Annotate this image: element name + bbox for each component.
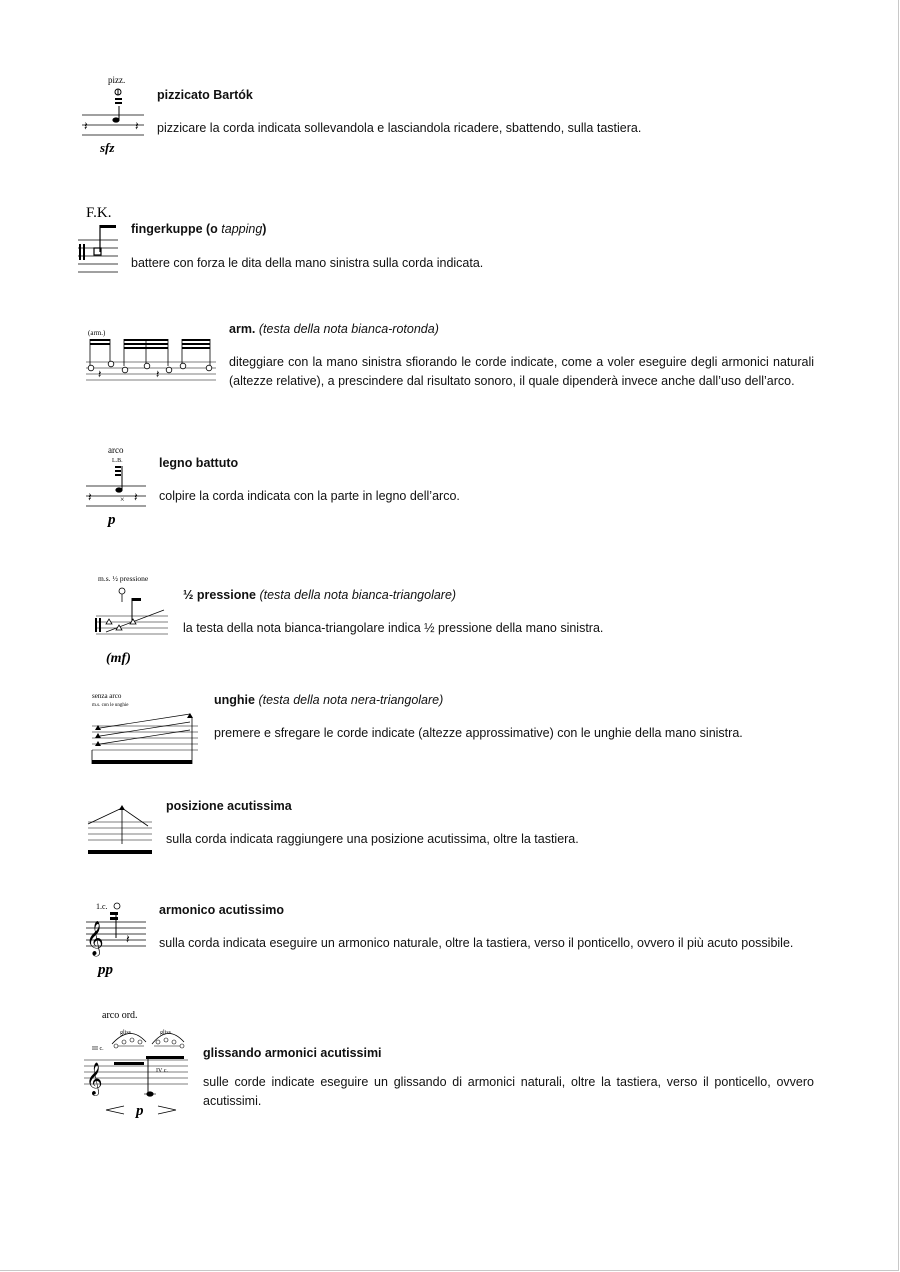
entry-title: pizzicato Bartók — [157, 88, 253, 102]
notation-unghie — [90, 690, 206, 770]
entry-title: legno battuto — [159, 456, 239, 470]
svg-text:𝄽: 𝄽 — [134, 490, 138, 504]
entry-description: battere con forza le dita della mano sinistra sulla corda indicata. — [131, 256, 484, 270]
svg-text:×: × — [120, 495, 125, 504]
notation-mezza-pressione — [92, 572, 172, 668]
title-end: ) — [262, 222, 267, 236]
notation-armonico-acutissimo — [86, 898, 152, 984]
title-main: ½ pressione — [183, 588, 256, 602]
notation-glissando-armonici — [84, 1006, 194, 1122]
notation-mark: pizz. — [108, 75, 126, 85]
title-main: fingerkuppe (o — [131, 222, 222, 236]
entry-description: diteggiare con la mano sinistra sfiorando le corde indicate, come a voler eseguire degli armonici naturali (altezze relative), a prescindere dal risultato sonoro, il quale dipenderà invece anche dall’uso dell’arco. — [229, 355, 814, 388]
entry-description: sulle corde indicate eseguire un glissando di armonici naturali, oltre la tastiera, verso il ponticello, ovvero acutissimi. — [203, 1075, 814, 1108]
notation-legno-battuto — [86, 444, 156, 528]
notation-mark: senza arco — [92, 692, 122, 700]
entry-title — [214, 691, 814, 710]
entry-description: pizzicare la corda indicata sollevandola e lasciandola ricadere, sbattendo, sulla tastiera. — [157, 121, 642, 135]
entry-title — [183, 586, 783, 605]
dynamic-marking: sfz — [100, 140, 115, 155]
notation-mark: (arm.) — [88, 329, 106, 337]
notation-mark: m.s. ½ pressione — [98, 574, 149, 583]
svg-text:𝄽: 𝄽 — [84, 119, 88, 133]
dynamic-marking: p — [108, 512, 116, 528]
string-label-a: III c. — [92, 1046, 104, 1052]
dynamic-marking: pp — [98, 962, 113, 978]
entry-description: la testa della nota bianca-triangolare indica ½ pressione della mano sinistra. — [183, 621, 604, 635]
notation-pizzicato-bartok — [80, 72, 152, 158]
title-subtitle: (testa della nota bianca-rotonda) — [258, 322, 439, 336]
entry-title: posizione acutissima — [166, 799, 292, 813]
notation-mark-2: L.B. — [112, 458, 123, 464]
title-main: arm. — [229, 322, 256, 336]
svg-text:𝄽: 𝄽 — [126, 932, 130, 946]
svg-text:𝄽: 𝄽 — [156, 369, 160, 381]
notation-mark: arco ord. — [102, 1010, 138, 1021]
svg-text:𝄞: 𝄞 — [86, 1064, 103, 1095]
notation-mark: 1.c. — [96, 902, 108, 911]
entry-title — [229, 320, 829, 339]
svg-text:𝄞: 𝄞 — [86, 922, 104, 955]
notation-mark-2: m.s. con le unghie — [92, 703, 129, 708]
entry-title: armonico acutissimo — [159, 903, 285, 917]
title-italic: tapping — [221, 222, 263, 236]
entry-title — [131, 220, 731, 239]
svg-text:𝄽: 𝄽 — [88, 490, 92, 504]
entry-title: glissando armonici acutissimi — [203, 1046, 382, 1060]
notation-arm — [86, 326, 218, 390]
title-subtitle: (testa della nota nera-triangolare) — [258, 693, 444, 707]
gliss-label-a: gliss. — [120, 1030, 133, 1036]
svg-text:𝄽: 𝄽 — [98, 369, 102, 381]
title-main: unghie — [214, 693, 255, 707]
notation-mark: F.K. — [86, 205, 112, 221]
notation-posizione-acutissima — [86, 800, 156, 860]
notation-fingerkuppe — [76, 202, 128, 282]
string-label-b: IV c. — [156, 1068, 168, 1074]
dynamic-marking: (mf) — [106, 651, 131, 666]
svg-text:𝄽: 𝄽 — [135, 119, 139, 133]
notation-mark: arco — [108, 445, 124, 455]
title-subtitle: (testa della nota bianca-triangolare) — [259, 588, 457, 602]
gliss-label-b: gliss. — [160, 1030, 173, 1036]
entry-description: colpire la corda indicata con la parte in legno dell’arco. — [159, 489, 460, 503]
entry-description: sulla corda indicata raggiungere una posizione acutissima, oltre la tastiera. — [166, 832, 579, 846]
entry-description: sulla corda indicata eseguire un armonico naturale, oltre la tastiera, verso il ponticello, ovvero il più acuto possibile. — [159, 936, 794, 950]
entry-description: premere e sfregare le corde indicate (altezze approssimative) con le unghie della mano sinistra. — [214, 726, 743, 740]
dynamic-marking: p — [136, 1103, 144, 1119]
